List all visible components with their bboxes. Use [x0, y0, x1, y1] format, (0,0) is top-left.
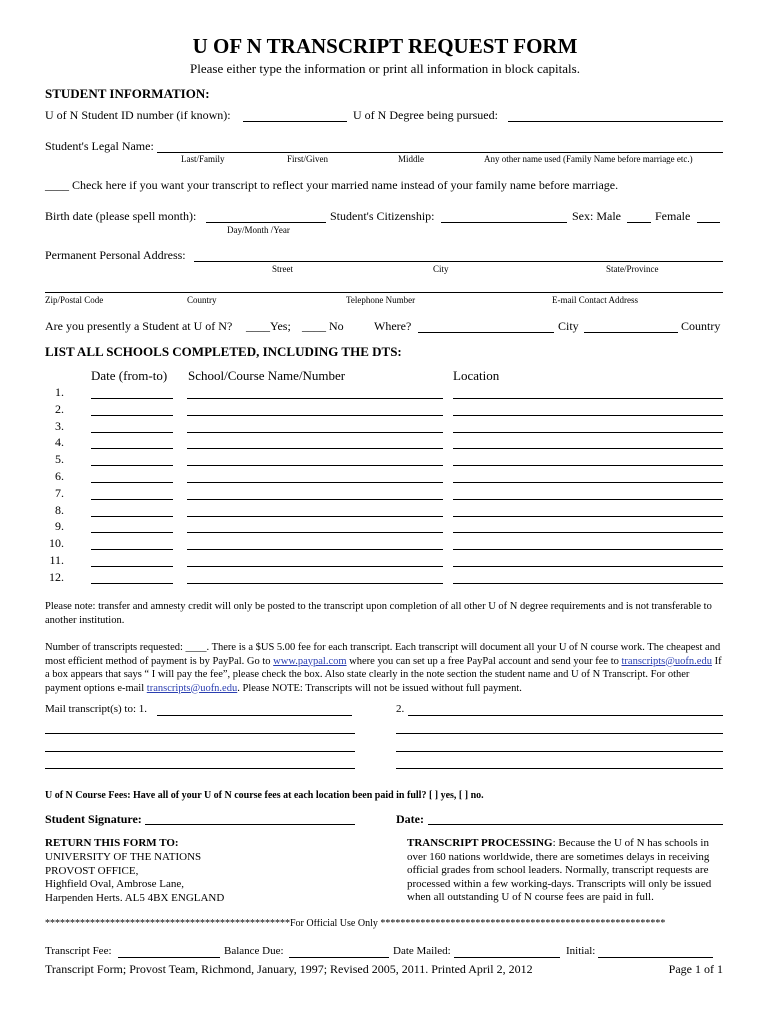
address-state: State/Province	[606, 264, 659, 274]
schools-heading: LIST ALL SCHOOLS COMPLETED, INCLUDING THE DTS:	[45, 344, 402, 359]
signature-label: Student Signature:	[45, 812, 142, 826]
address-phone: Telephone Number	[346, 295, 416, 305]
name-part-middle: Middle	[398, 154, 424, 164]
address-zip: Zip/Postal Code	[45, 295, 104, 305]
school-row-date-field[interactable]	[91, 532, 173, 533]
school-row-school-field[interactable]	[187, 415, 443, 416]
school-row-location-field[interactable]	[453, 499, 723, 500]
school-row-number: 8.	[55, 502, 64, 517]
col-school-header: School/Course Name/Number	[188, 368, 346, 383]
school-row-number: 1.	[55, 385, 64, 399]
school-row-school-field[interactable]	[187, 398, 443, 399]
mail-address-2-line-2[interactable]	[396, 733, 723, 734]
school-row-location-field[interactable]	[453, 549, 723, 550]
sex-male-label: Sex: Male	[572, 209, 621, 223]
mail-address-1-line-2[interactable]	[45, 733, 355, 734]
school-row-school-field[interactable]	[187, 432, 443, 433]
school-row-location-field[interactable]	[453, 415, 723, 416]
present-yes-option[interactable]: ____Yes;	[246, 319, 291, 333]
school-row-location-field[interactable]	[453, 566, 723, 567]
mail-address-2-line-3[interactable]	[396, 751, 723, 752]
address-email: E-mail Contact Address	[552, 295, 638, 305]
where-city-field[interactable]	[584, 332, 678, 333]
address-city: City	[433, 264, 449, 274]
birth-date-label: Birth date (please spell month):	[45, 209, 197, 223]
transcript-fee-field[interactable]	[118, 957, 220, 958]
school-row-school-field[interactable]	[187, 549, 443, 550]
sex-female-field[interactable]	[697, 222, 720, 223]
school-row-school-field[interactable]	[187, 566, 443, 567]
initial-field[interactable]	[598, 957, 713, 958]
school-row-location-field[interactable]	[453, 482, 723, 483]
processing-heading: TRANSCRIPT PROCESSING	[407, 837, 553, 849]
school-row-date-field[interactable]	[91, 482, 173, 483]
birth-date-field[interactable]	[206, 222, 326, 223]
school-row-number: 9.	[55, 519, 64, 534]
name-part-other: Any other name used (Family Name before marriage etc.)	[484, 154, 693, 164]
school-row-number: 7.	[55, 485, 64, 500]
school-row-number: 10.	[49, 536, 64, 551]
birth-date-hint: Day/Month /Year	[227, 225, 290, 235]
present-student-question: Are you presently a Student at U of N?	[45, 319, 233, 333]
school-row-date-field[interactable]	[91, 398, 173, 399]
school-row-number: 4.	[55, 435, 64, 450]
transcript-fee-label: Transcript Fee:	[45, 945, 112, 957]
where-field[interactable]	[418, 332, 554, 333]
school-row-date-field[interactable]	[91, 549, 173, 550]
mail-label-2: 2.	[396, 703, 405, 715]
school-row-date-field[interactable]	[91, 465, 173, 466]
address-field-2[interactable]	[45, 292, 723, 293]
legal-name-field[interactable]	[157, 152, 723, 153]
school-row-date-field[interactable]	[91, 415, 173, 416]
signature-field[interactable]	[145, 824, 355, 825]
school-row-number: 11.	[49, 553, 64, 567]
school-row-location-field[interactable]	[453, 583, 723, 584]
name-part-last: Last/Family	[181, 154, 225, 164]
student-id-label: U of N Student ID number (if known):	[45, 108, 231, 122]
school-row-location-field[interactable]	[453, 532, 723, 533]
school-row-school-field[interactable]	[187, 516, 443, 517]
student-id-field[interactable]	[243, 121, 347, 122]
return-to-heading: RETURN THIS FORM TO:	[45, 837, 179, 849]
school-row-date-field[interactable]	[91, 583, 173, 584]
col-location-header: Location	[453, 368, 500, 383]
mail-address-2-line-4[interactable]	[396, 768, 723, 769]
school-row-number: 2.	[55, 401, 64, 416]
where-country-label: Country	[681, 319, 721, 333]
email-link-2[interactable]: transcripts@uofn.edu	[146, 682, 238, 694]
school-row-date-field[interactable]	[91, 432, 173, 433]
citizenship-field[interactable]	[441, 222, 567, 223]
date-label: Date:	[396, 812, 424, 826]
processing-text: : Because the U of N has schools in over 160 nations worldwide, there are sometimes delays in receiving official grades from school leaders. Normally, transcript requests are processed within a few working-days. Transcripts will only be issued when all outstanding U of N course fees are paid in full.	[407, 837, 712, 904]
mail-label-1: Mail transcript(s) to: 1.	[45, 703, 148, 715]
student-info-heading: STUDENT INFORMATION:	[45, 86, 210, 101]
name-part-first: First/Given	[287, 154, 329, 164]
school-row-number: 12.	[49, 569, 64, 584]
form-title: U OF N TRANSCRIPT REQUEST FORM	[192, 34, 578, 58]
payment-text-2: where you can set up a free PayPal account and send your fee to	[349, 655, 619, 667]
where-label: Where?	[374, 319, 412, 333]
citizenship-label: Student's Citizenship:	[330, 209, 435, 223]
school-row-school-field[interactable]	[187, 499, 443, 500]
col-date-header: Date (from-to)	[91, 368, 168, 383]
school-row-number: 5.	[55, 452, 64, 467]
footer-page-number: Page 1 of 1	[668, 962, 723, 976]
date-mailed-label: Date Mailed:	[393, 945, 451, 957]
paypal-link[interactable]: www.paypal.com	[273, 655, 347, 667]
address-field[interactable]	[194, 261, 723, 262]
payment-paragraph	[45, 641, 725, 695]
school-row-date-field[interactable]	[91, 566, 173, 567]
balance-due-label: Balance Due:	[224, 945, 284, 957]
mail-address-1-line-1[interactable]	[157, 715, 352, 716]
school-row-date-field[interactable]	[91, 516, 173, 517]
sex-female-label: Female	[655, 209, 691, 223]
school-row-number: 6.	[55, 469, 64, 483]
school-row-school-field[interactable]	[187, 465, 443, 466]
date-field[interactable]	[428, 824, 723, 825]
school-row-location-field[interactable]	[453, 516, 723, 517]
return-line-2: PROVOST OFFICE,	[45, 865, 139, 877]
address-country: Country	[187, 295, 217, 305]
mail-address-1-line-3[interactable]	[45, 751, 355, 752]
school-row-number: 3.	[55, 418, 64, 433]
sex-male-field[interactable]	[627, 222, 651, 223]
processing-paragraph	[407, 837, 723, 905]
return-line-3: Highfield Oval, Ambrose Lane,	[45, 878, 184, 890]
return-line-1: UNIVERSITY OF THE NATIONS	[45, 851, 202, 863]
school-row-school-field[interactable]	[187, 482, 443, 483]
school-row-location-field[interactable]	[453, 448, 723, 449]
school-row-school-field[interactable]	[187, 448, 443, 449]
mail-address-2-line-1[interactable]	[408, 715, 723, 716]
school-row-location-field[interactable]	[453, 465, 723, 466]
payment-text-3: If a box appears that says “ I will pay the fee”, please check the box. Also state clearly in the note section the student name and U of N Transcript. For other payment options e-mail	[45, 655, 722, 694]
email-link[interactable]: transcripts@uofn.edu	[621, 655, 712, 667]
return-line-4: Harpenden Herts. AL5 4BX ENGLAND	[45, 892, 225, 904]
degree-field[interactable]	[508, 121, 723, 122]
initial-label: Initial:	[566, 945, 596, 957]
married-name-checkbox[interactable]: ____ Check here if you want your transcript to reflect your married name instead of your family name before marriage.	[45, 178, 619, 192]
date-mailed-field[interactable]	[454, 957, 560, 958]
school-row-location-field[interactable]	[453, 432, 723, 433]
legal-name-label: Student's Legal Name:	[45, 139, 154, 153]
balance-due-field[interactable]	[289, 957, 389, 958]
school-row-location-field[interactable]	[453, 398, 723, 399]
footer-revision: Transcript Form; Provost Team, Richmond, January, 1997; Revised 2005, 2011. Printed April 2, 2012	[45, 962, 533, 976]
payment-text-4: . Please NOTE: Transcripts will not be issued without full payment.	[237, 682, 522, 694]
payment-text-1: Number of transcripts requested: ____. There is a $US 5.00 fee for each transcript. Each transcript will document all your U of N course work. The cheapest and most efficient method of payment is by PayPal. Go to	[45, 642, 721, 667]
present-no-option[interactable]: ____ No	[302, 319, 344, 333]
address-street: Street	[272, 264, 293, 274]
school-row-school-field[interactable]	[187, 583, 443, 584]
where-city-label: City	[558, 319, 579, 333]
school-row-date-field[interactable]	[91, 448, 173, 449]
mail-address-1-line-4[interactable]	[45, 768, 355, 769]
official-use-banner: *************************************************For Official Use Only *********************************************************	[45, 919, 666, 929]
school-row-school-field[interactable]	[187, 532, 443, 533]
transfer-note: Please note: transfer and amnesty credit will only be posted to the transcript upon completion of all other U of N degree requirements and is not transferable to another institution.	[45, 601, 712, 626]
school-row-date-field[interactable]	[91, 499, 173, 500]
form-subtitle: Please either type the information or print all information in block capitals.	[190, 61, 580, 76]
degree-label: U of N Degree being pursued:	[353, 108, 498, 122]
course-fees-question[interactable]: U of N Course Fees: Have all of your U of N course fees at each location been paid in full? [ ] yes, [ ] no.	[45, 790, 484, 801]
address-label: Permanent Personal Address:	[45, 248, 186, 262]
